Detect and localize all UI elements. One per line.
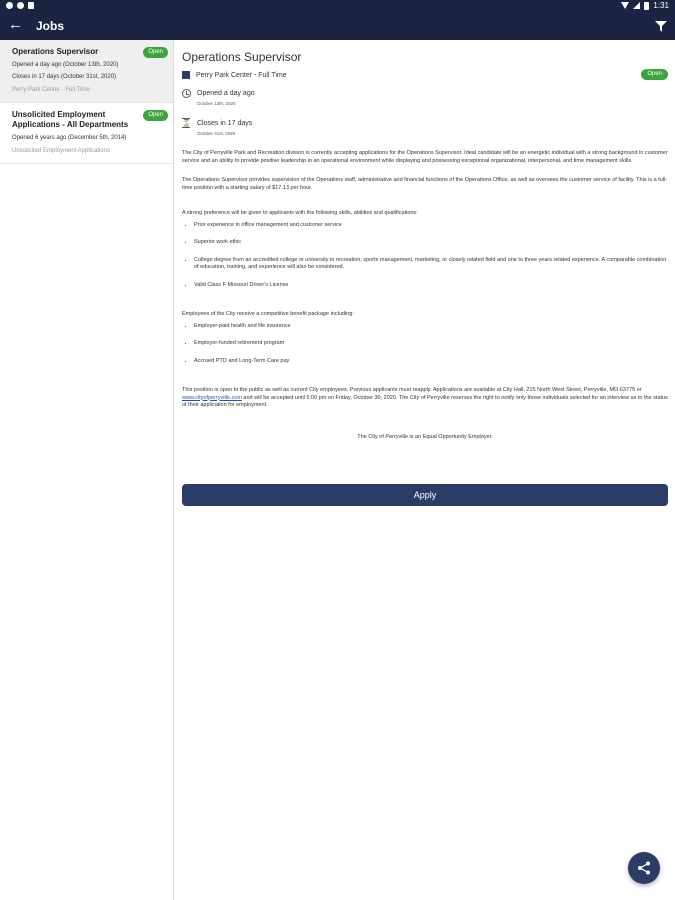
- job-closes: Closes in 17 days (October 31st, 2020): [12, 74, 117, 80]
- job-list-item-unsolicited-applications[interactable]: [0, 103, 173, 164]
- benefits-intro: Employees of the City receive a competitive benefit package including:: [182, 311, 354, 317]
- application-text: This position is open to the public as well as current City employees. Previous applicants must reapply. Applications are available at City Hall, 215 North West Street, Perryville, MO 63775 or: [182, 387, 642, 393]
- city-website-link[interactable]: www.cityofperryville.com: [182, 394, 242, 401]
- description-paragraph: The Operations Supervisor provides supervision of the Operations staff, administrative and financial functions of the Operations Office, as well as oversees the customer service of facility. This is a full-time position with a starting salary of $17.13 per hour.: [182, 177, 668, 191]
- job-subtitle: Perry Park Center - Full Time: [12, 87, 90, 93]
- job-list-item-operations-supervisor[interactable]: [0, 40, 173, 103]
- job-title: Operations Supervisor: [12, 47, 99, 56]
- arrow-back-icon[interactable]: ←: [8, 16, 23, 33]
- list-item: • Employer-paid health and life insurance: [194, 323, 668, 331]
- filter-icon[interactable]: [655, 21, 667, 32]
- closes-text: Closes in 17 days: [197, 119, 253, 127]
- eoe-statement: The City of Perryville is an Equal Opportunity Employer.: [357, 433, 493, 440]
- application-text: and will be accepted until 5:00 pm on Friday, October 30, 2020. The City of Perryville reserves the right to notify only those individuals selected for an interview as to the status of their application for employment.: [182, 394, 668, 408]
- status-badge: Open: [143, 110, 168, 121]
- share-button[interactable]: [628, 852, 660, 884]
- page-title: Operations Supervisor: [182, 50, 302, 64]
- status-bar: [0, 0, 675, 12]
- list-item: • Prior experience in office management and customer service: [194, 222, 668, 230]
- status-badge: Open: [143, 47, 168, 58]
- list-item: • Superior work ethic: [194, 239, 668, 247]
- wifi-icon: [621, 2, 629, 9]
- application-paragraph: [182, 387, 668, 410]
- battery-icon: [644, 2, 649, 10]
- job-opened: Opened a day ago (October 13th, 2020): [12, 62, 119, 68]
- qualifications-list: [182, 222, 668, 290]
- job-title: Unsolicited Employment Applications - All Departments: [12, 110, 129, 129]
- closes-date: October 31st, 2020: [197, 131, 236, 136]
- status-bar-system: [621, 1, 669, 10]
- notification-icon: [6, 2, 13, 9]
- closes-row: [182, 118, 668, 128]
- opened-row: [182, 89, 668, 98]
- notification-icon: [17, 2, 24, 9]
- description-paragraph: The City of Perryville Park and Recreation division is currently accepting applications for the Operations Supervisor. Ideal candidate will be an energetic individual with a strong background in customer service and an ability to provide positive leadership in an operational environment while displaying and possessing exceptional organizational, interpersonal, and time management skills.: [182, 150, 668, 164]
- list-item: • Employer-funded retirement program: [194, 340, 668, 348]
- job-subtitle: Unsolicited Employment Applications: [12, 148, 111, 154]
- clipboard-icon: [28, 2, 34, 9]
- location-square-icon: [182, 71, 190, 79]
- location-row: [182, 71, 668, 79]
- share-icon: [637, 861, 651, 875]
- app-title: Jobs: [36, 19, 65, 33]
- opened-date: October 13th, 2020: [197, 101, 236, 106]
- status-time: 1:31: [653, 1, 669, 10]
- list-item: • Accrued PTO and Long-Term Care pay: [194, 358, 668, 366]
- job-opened: Opened 6 years ago (December 5th, 2014): [12, 135, 127, 141]
- status-bar-notifications: [6, 2, 34, 9]
- signal-icon: [633, 2, 640, 9]
- app-bar: [0, 12, 675, 40]
- opened-text: Opened a day ago: [197, 90, 255, 97]
- list-item: • Valid Class F Missouri Driver's License: [194, 282, 668, 290]
- benefits-list: [182, 323, 668, 366]
- job-list: [0, 40, 174, 900]
- job-location: Perry Park Center - Full Time: [196, 71, 287, 79]
- job-detail: [182, 40, 668, 506]
- status-badge: Open: [641, 69, 668, 80]
- list-item: • College degree from an accredited college or university in recreation, sports management, marketing, or closely related field and one to three years related experience. A comparable combination of education, training, and experience will also be considered.: [194, 257, 668, 272]
- qualifications-intro: A strong preference will be given to applicants with the following skills, abilities and qualifications:: [182, 210, 418, 216]
- clock-icon: [182, 89, 191, 98]
- hourglass-icon: [182, 118, 190, 128]
- apply-button[interactable]: Apply: [182, 484, 668, 506]
